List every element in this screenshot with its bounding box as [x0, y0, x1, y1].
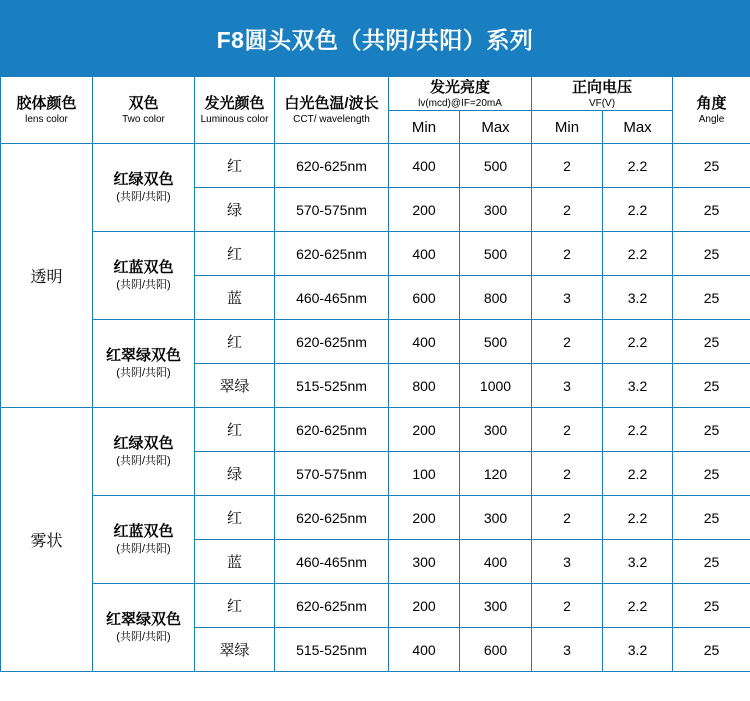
voltage-max-cell: 2.2: [603, 408, 673, 452]
brightness-max-cell: 600: [460, 628, 532, 672]
table-row: [1, 584, 750, 628]
table-body: [1, 144, 750, 672]
voltage-min-cell: 2: [532, 320, 603, 364]
table-row: [1, 496, 750, 540]
two-color-sub: (共阴/共阳): [116, 455, 171, 467]
wavelength-cell: 460-465nm: [275, 540, 389, 584]
brightness-min-cell: 400: [389, 232, 460, 276]
brightness-max-cell: 300: [460, 584, 532, 628]
voltage-min-cell: 2: [532, 452, 603, 496]
voltage-min-cell: 2: [532, 232, 603, 276]
header-brightness-min: Min: [389, 111, 460, 144]
brightness-min-cell: 600: [389, 276, 460, 320]
header-cct-wavelength: 白光色温/波长 CCT/ wavelength: [275, 77, 389, 144]
two-color-name: 红绿双色: [113, 171, 174, 188]
two-color-cell: [93, 496, 195, 584]
header-two-color: 双色 Two color: [93, 77, 195, 144]
two-color-sub: (共阴/共阳): [116, 279, 171, 291]
table-row: [1, 232, 750, 276]
two-color-sub: (共阴/共阳): [116, 543, 171, 555]
header-brightness: 发光亮度 lv(mcd)@IF=20mA: [389, 77, 532, 111]
header-lens-color: 胶体颜色 lens color: [1, 77, 93, 144]
voltage-min-cell: 3: [532, 628, 603, 672]
two-color-name: 红蓝双色: [113, 259, 174, 276]
angle-cell: 25: [673, 628, 750, 672]
wavelength-cell: 570-575nm: [275, 188, 389, 232]
brightness-min-cell: 200: [389, 496, 460, 540]
header-angle: 角度 Angle: [673, 77, 750, 144]
voltage-min-cell: 2: [532, 584, 603, 628]
brightness-min-cell: 400: [389, 144, 460, 188]
voltage-max-cell: 2.2: [603, 320, 673, 364]
luminous-color-cell: 红: [195, 320, 275, 364]
wavelength-cell: 620-625nm: [275, 320, 389, 364]
voltage-max-cell: 3.2: [603, 628, 673, 672]
lens-color-cell: 透明: [1, 144, 93, 408]
wavelength-cell: 570-575nm: [275, 452, 389, 496]
header-voltage-max: Max: [603, 111, 673, 144]
luminous-color-cell: 红: [195, 408, 275, 452]
wavelength-cell: 620-625nm: [275, 144, 389, 188]
angle-cell: 25: [673, 452, 750, 496]
brightness-max-cell: 800: [460, 276, 532, 320]
angle-cell: 25: [673, 276, 750, 320]
luminous-color-cell: 蓝: [195, 276, 275, 320]
voltage-min-cell: 2: [532, 188, 603, 232]
voltage-max-cell: 2.2: [603, 452, 673, 496]
brightness-min-cell: 800: [389, 364, 460, 408]
voltage-max-cell: 2.2: [603, 144, 673, 188]
wavelength-cell: 620-625nm: [275, 408, 389, 452]
wavelength-cell: 460-465nm: [275, 276, 389, 320]
brightness-min-cell: 400: [389, 628, 460, 672]
brightness-min-cell: 200: [389, 584, 460, 628]
angle-cell: 25: [673, 408, 750, 452]
two-color-cell: [93, 232, 195, 320]
header-brightness-max: Max: [460, 111, 532, 144]
angle-cell: 25: [673, 232, 750, 276]
voltage-max-cell: 2.2: [603, 584, 673, 628]
brightness-max-cell: 500: [460, 232, 532, 276]
two-color-cell: [93, 320, 195, 408]
brightness-min-cell: 300: [389, 540, 460, 584]
voltage-min-cell: 2: [532, 496, 603, 540]
voltage-max-cell: 2.2: [603, 496, 673, 540]
luminous-color-cell: 绿: [195, 188, 275, 232]
specification-table: [0, 76, 750, 672]
brightness-min-cell: 100: [389, 452, 460, 496]
brightness-max-cell: 120: [460, 452, 532, 496]
angle-cell: 25: [673, 496, 750, 540]
page-title: F8圆头双色（共阴/共阳）系列: [216, 26, 534, 53]
brightness-max-cell: 300: [460, 188, 532, 232]
two-color-name: 红蓝双色: [113, 523, 174, 540]
brightness-min-cell: 400: [389, 320, 460, 364]
header-voltage-min: Min: [532, 111, 603, 144]
luminous-color-cell: 翠绿: [195, 628, 275, 672]
brightness-max-cell: 300: [460, 408, 532, 452]
table-row: [1, 408, 750, 452]
angle-cell: 25: [673, 584, 750, 628]
voltage-max-cell: 3.2: [603, 276, 673, 320]
two-color-sub: (共阴/共阳): [116, 367, 171, 379]
wavelength-cell: 515-525nm: [275, 628, 389, 672]
title-banner: [0, 0, 750, 76]
two-color-sub: (共阴/共阳): [116, 191, 171, 203]
wavelength-cell: 620-625nm: [275, 232, 389, 276]
angle-cell: 25: [673, 188, 750, 232]
table-row: [1, 144, 750, 188]
voltage-min-cell: 3: [532, 276, 603, 320]
angle-cell: 25: [673, 364, 750, 408]
two-color-name: 红翠绿双色: [105, 611, 181, 628]
wavelength-cell: 620-625nm: [275, 496, 389, 540]
brightness-min-cell: 200: [389, 408, 460, 452]
voltage-min-cell: 3: [532, 364, 603, 408]
table-header: [1, 77, 750, 144]
brightness-min-cell: 200: [389, 188, 460, 232]
angle-cell: 25: [673, 144, 750, 188]
brightness-max-cell: 1000: [460, 364, 532, 408]
luminous-color-cell: 蓝: [195, 540, 275, 584]
brightness-max-cell: 300: [460, 496, 532, 540]
luminous-color-cell: 绿: [195, 452, 275, 496]
two-color-cell: [93, 408, 195, 496]
two-color-sub: (共阴/共阳): [116, 631, 171, 643]
brightness-max-cell: 500: [460, 144, 532, 188]
angle-cell: 25: [673, 540, 750, 584]
luminous-color-cell: 红: [195, 496, 275, 540]
header-forward-voltage: 正向电压 VF(V): [532, 77, 673, 111]
lens-color-cell: 雾状: [1, 408, 93, 672]
luminous-color-cell: 翠绿: [195, 364, 275, 408]
two-color-name: 红绿双色: [113, 435, 174, 452]
brightness-max-cell: 400: [460, 540, 532, 584]
luminous-color-cell: 红: [195, 232, 275, 276]
two-color-name: 红翠绿双色: [105, 347, 181, 364]
wavelength-cell: 515-525nm: [275, 364, 389, 408]
voltage-max-cell: 3.2: [603, 364, 673, 408]
voltage-min-cell: 2: [532, 408, 603, 452]
header-luminous-color: 发光颜色 Luminous color: [195, 77, 275, 144]
luminous-color-cell: 红: [195, 584, 275, 628]
voltage-max-cell: 3.2: [603, 540, 673, 584]
voltage-min-cell: 2: [532, 144, 603, 188]
brightness-max-cell: 500: [460, 320, 532, 364]
table-row: [1, 320, 750, 364]
angle-cell: 25: [673, 320, 750, 364]
voltage-min-cell: 3: [532, 540, 603, 584]
voltage-max-cell: 2.2: [603, 232, 673, 276]
two-color-cell: [93, 144, 195, 232]
wavelength-cell: 620-625nm: [275, 584, 389, 628]
voltage-max-cell: 2.2: [603, 188, 673, 232]
two-color-cell: [93, 584, 195, 672]
luminous-color-cell: 红: [195, 144, 275, 188]
